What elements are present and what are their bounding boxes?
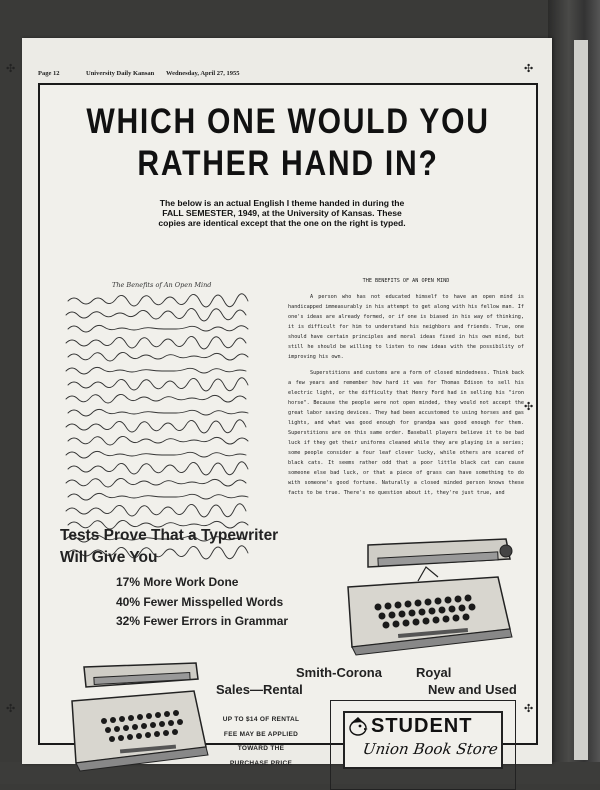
fee-line: UP TO $14 OF RENTAL [222,716,300,723]
benefit-list [116,573,376,632]
typed-paragraph-2: Superstitions and customs are a form of closed mindedness. Think back a few years and remember how hard it was for Thomas Edison to sell his electric light, or the difficulty that Henry Ford had in selling his "iron horse". Because the people were not open minded, they would not accept the great labor saving devices. They had been accustomed to using horses and gas lights, and what was good enough for grandpa was good enough for them. Superstitions are on this same order. Baseball players believe it to be bad luck if they get their uniforms cleaned while they are playing in a series; some people consider a four leaf clover lucky, while others are scared of black cats. It seems rather odd that a poor little black cat can cause someone else bad luck, or that a piece of grass can have something to do with someone's good fortune. Naturally a closed minded person knows these facts to be true. There's no question about it, they're just true, and [288,370,524,496]
masthead [38,70,538,82]
handwriting-scribble [64,287,290,561]
typewriter-illustration-large [338,537,518,657]
paper-name: University Daily Kansan [86,70,155,77]
store-logo-box [330,700,516,790]
intro-text: The below is an actual English I theme handed in during the FALL SEMESTER, 1949, at the University of Kansas. These copies are identical except that the one on the right is typed. [158,198,406,229]
registration-mark: ✣ [524,703,534,715]
brand-royal: Royal [416,665,452,680]
headline [75,101,502,185]
rental-fee-note [196,713,326,771]
handwritten-essay [64,281,290,561]
registration-mark: ✣ [524,63,534,75]
newspaper-page [22,38,552,767]
handwritten-title: The Benefits of An Open Mind [112,281,212,289]
tests-line-1: Tests Prove That a Typewriter [60,527,279,544]
headline-line-1: WHICH ONE WOULD YOU [86,102,490,141]
store-name: STUDENT [371,715,473,737]
brand-new-and-used: New and Used [428,682,517,697]
adjacent-page-edge [574,40,588,760]
benefit-item: 32% Fewer Errors in Grammar [116,614,289,628]
typewriter-illustration-small [64,661,214,776]
registration-mark: ✣ [524,401,534,413]
fee-line: PURCHASE PRICE [229,759,293,767]
typed-title: THE BENEFITS OF AN OPEN MIND [362,278,450,284]
benefit-item: 40% Fewer Misspelled Words [116,594,284,609]
brand-sales-rental: Sales—Rental [216,682,303,697]
fee-line: TOWARD THE [237,745,285,752]
registration-mark: ✣ [6,703,16,715]
page-number: Page 12 [38,70,60,77]
typed-paragraph-1: A person who has not educated himself to have an open mind is handicapped immeasurably in his attempt to get along with his fellow man. If one's ideas are already formed, or if one is biased in his way of thinking, it is difficult for him to understand his neighbors and friends. True, one should have certain principles and moral ideas fixed in his own mind, but still he should be willing to listen to new ideas with the possibility of improving his own. [288,294,524,360]
advertisement [38,83,538,767]
fee-line: FEE MAY BE APPLIED [223,730,299,738]
typed-essay [288,276,524,531]
tests-claim [60,525,350,569]
tests-line-2: Will Give You [60,549,158,566]
headline-line-2: RATHER HAND IN? [137,144,439,183]
store-subtitle: Union Book Store [361,740,500,758]
jayhawk-mascot-icon [347,715,369,737]
registration-mark: ✣ [6,63,16,75]
issue-date: Wednesday, April 27, 1955 [166,70,240,77]
benefit-item: 17% More Work Done [116,575,239,589]
store-logo [343,711,503,769]
brand-smith-corona: Smith-Corona [296,665,382,680]
